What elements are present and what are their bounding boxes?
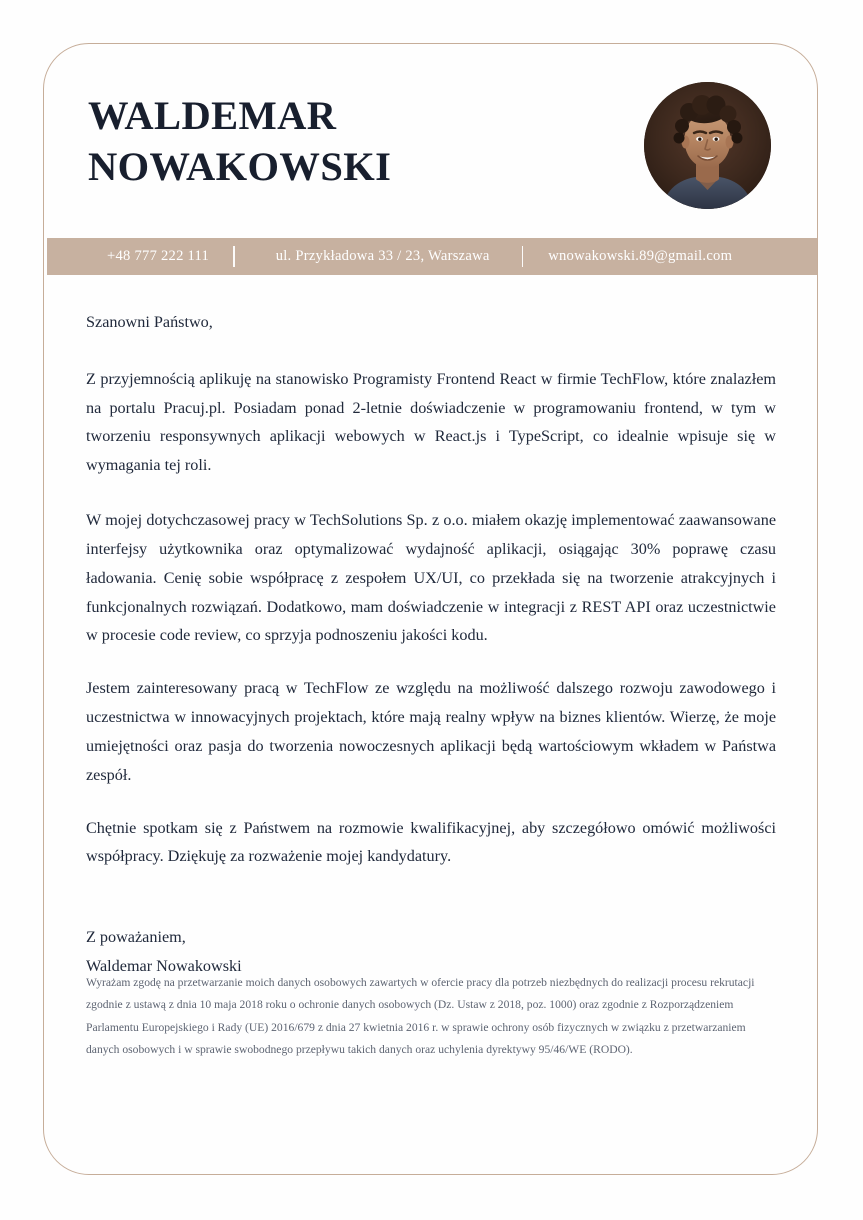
- contact-bar: [47, 238, 817, 275]
- portrait-photo-icon: [644, 82, 771, 209]
- letter-closing: Z poważaniem,: [86, 928, 186, 947]
- contact-address: ul. Przykładowa 33 / 23, Warszawa: [275, 248, 490, 264]
- last-name: NOWAKOWSKI: [88, 144, 392, 190]
- candidate-name: [88, 90, 648, 192]
- contact-divider: [233, 246, 235, 267]
- letter-signature-name: Waldemar Nowakowski: [86, 957, 242, 976]
- first-name: WALDEMAR: [88, 93, 337, 138]
- letter-header: [44, 44, 818, 238]
- contact-divider: [522, 246, 524, 267]
- avatar: [644, 82, 771, 209]
- gdpr-consent-clause: Wyrażam zgodę na przetwarzanie moich danych osobowych zawartych w ofercie pracy dla potrzeb niezbędnych do realizacji procesu rekrutacji zgodnie z ustawą z dnia 10 maja 2018 roku o ochronie danych osobowych (Dz. Ustaw z 2018, poz. 1000) oraz zgodnie z Rozporządzeniem Parlamentu Europejskiego i Rady (UE) 2016/679 z dnia 27 kwietnia 2016 r. w sprawie ochrony osób fizycznych w związku z przetwarzaniem danych osobowych i w sprawie swobodnego przepływu takich danych oraz uchylenia dyrektywy 95/46/WE (RODO).: [86, 976, 755, 1056]
- contact-phone[interactable]: +48 777 222 111: [107, 248, 210, 264]
- contact-email[interactable]: wnowakowski.89@gmail.com: [548, 248, 733, 264]
- letter-paragraph-4: Chętnie spotkam się z Państwem na rozmowie kwalifikacyjnej, aby szczegółowo omówić możliwości współpracy. Dziękuję za rozważenie mojej kandydatury.: [86, 818, 776, 866]
- letter-paragraph-3: Jestem zainteresowany pracą w TechFlow ze względu na możliwość dalszego rozwoju zawodowego i uczestnictwa w innowacyjnych projektach, które mają realny wpływ na biznes klientów. Wierzę, że moje umiejętności oraz pasja do tworzenia nowoczesnych aplikacji będą wartościowym wkładem w Państwa zespół.: [86, 679, 776, 784]
- letter-body: [86, 308, 776, 981]
- letter-paragraph-2: W mojej dotychczasowej pracy w TechSolutions Sp. z o.o. miałem okazję implementować zaawansowane interfejsy użytkownika oraz optymalizować wydajność aplikacji, osiągając 30% poprawę czasu ładowania. Cenię sobie współpracę z zespołem UX/UI, co przekłada się na tworzenie atrakcyjnych i funkcjonalnych rozwiązań. Dodatkowo, mam doświadczenie w integracji z REST API oraz uczestnictwie w procesie code review, co sprzyja podnoszeniu jakości kodu.: [86, 511, 776, 645]
- letter-greeting: Szanowni Państwo,: [86, 313, 213, 331]
- letter-paragraph-1: Z przyjemnością aplikuję na stanowisko Programisty Frontend React w firmie TechFlow, które znalazłem na portalu Pracuj.pl. Posiadam ponad 2-letnie doświadczenie w programowaniu frontend, w tym w tworzeniu responsywnych aplikacji webowych w React.js i TypeScript, co idealnie wpisuje się w wymagania tej roli.: [86, 369, 776, 475]
